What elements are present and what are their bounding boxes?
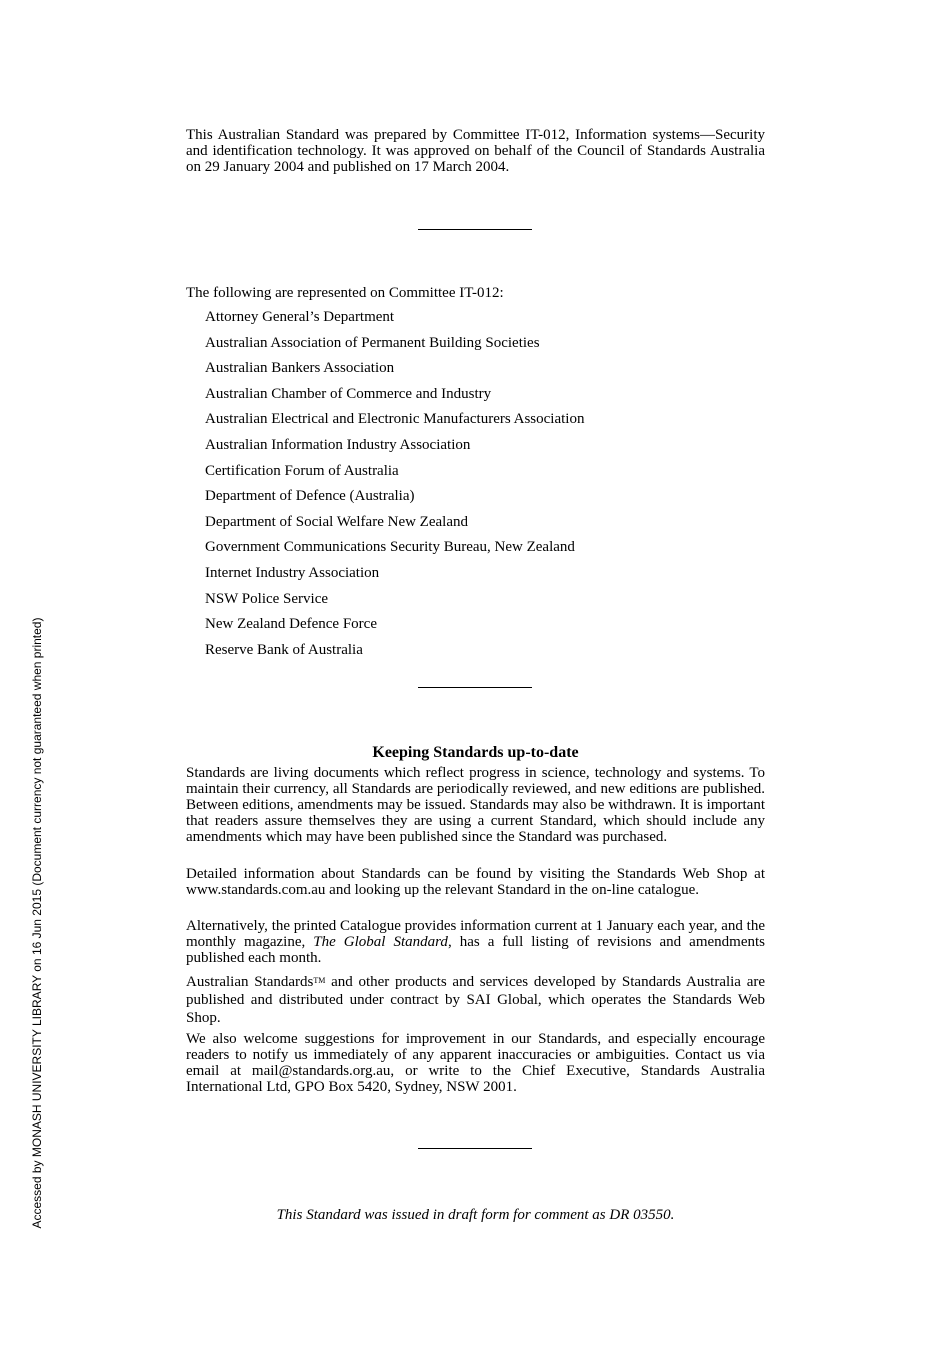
intro-paragraph: This Australian Standard was prepared by Committee IT-012, Information systems—Security and identification technology. It was approved on behalf of the Council of Standards Australia on 29 January 2004 and published on 17 March 2004.: [186, 127, 765, 175]
committee-member: Internet Industry Association: [205, 564, 380, 581]
catalogue-text-end: , has a full listing of revisions and amendments published each month.: [186, 934, 765, 966]
committee-member-list: [205, 308, 584, 666]
committee-member: Australian Chamber of Commerce and Industry: [205, 385, 492, 402]
section-divider: [418, 229, 532, 230]
keeping-standards-heading: Keeping Standards up-to-date: [372, 744, 579, 761]
committee-member: Department of Social Welfare New Zealand: [205, 513, 468, 530]
sai-global-text: and other products and services developed by Standards Australia are published and distributed under contract by SAI Global, which operates the Standards Web Shop.: [186, 974, 766, 1026]
catalogue-text-start: Alternatively, the printed Catalogue provides information current at 1 January each year, and the monthly magazine,: [186, 918, 765, 950]
committee-member: Australian Bankers Association: [205, 360, 395, 377]
committee-heading: The following are represented on Committee IT-012:: [186, 285, 504, 301]
draft-note: This Standard was issued in draft form for comment as DR 03550.: [276, 1207, 675, 1223]
section-divider: [418, 1148, 532, 1149]
trademark-mark: TM: [313, 976, 326, 985]
committee-member: Australian Electrical and Electronic Manufacturers Association: [205, 411, 585, 428]
committee-member: Attorney General’s Department: [205, 309, 395, 325]
trademark-term: Australian Standards: [186, 974, 314, 990]
section-divider: [418, 687, 532, 688]
committee-member: New Zealand Defence Force: [205, 616, 377, 633]
committee-member: Government Communications Security Bureau, New Zealand: [205, 539, 575, 556]
keeping-paragraph-living-documents: Standards are living documents which reflect progress in science, technology and systems. To maintain their currency, all Standards are periodically reviewed, and new editions are published. Between editions, amendments may be issued. Standards may also be withdrawn. It is important that readers assure themselves they are using a current Standard, which should include any amendments which may have been published since the Standard was purchased.: [186, 765, 765, 845]
keeping-paragraph-sai-global: [186, 973, 765, 1027]
committee-member: Australian Association of Permanent Building Societies: [205, 334, 540, 351]
keeping-paragraph-catalogue: [186, 918, 765, 966]
committee-member: Australian Information Industry Association: [205, 436, 471, 453]
keeping-paragraph-web-shop: Detailed information about Standards can be found by visiting the Standards Web Shop at www.standards.com.au and looking up the relevant Standard in the on-line catalogue.: [186, 866, 765, 898]
access-watermark: Accessed by MONASH UNIVERSITY LIBRARY on 16 Jun 2015 (Document currency not guaranteed when printed): [30, 617, 44, 1229]
committee-member: Department of Defence (Australia): [205, 488, 415, 505]
committee-member: Reserve Bank of Australia: [205, 641, 363, 658]
keeping-paragraph-contact: We also welcome suggestions for improvement in our Standards, and especially encourage readers to notify us immediately of any apparent inaccuracies or ambiguities. Contact us via email at mail@standards.org.au, or write to the Chief Executive, Standards Australia International Ltd, GPO Box 5420, Sydney, NSW 2001.: [186, 1031, 765, 1095]
committee-member: NSW Police Service: [205, 590, 329, 607]
magazine-title: The Global Standard: [313, 934, 448, 950]
committee-member: Certification Forum of Australia: [205, 462, 399, 479]
